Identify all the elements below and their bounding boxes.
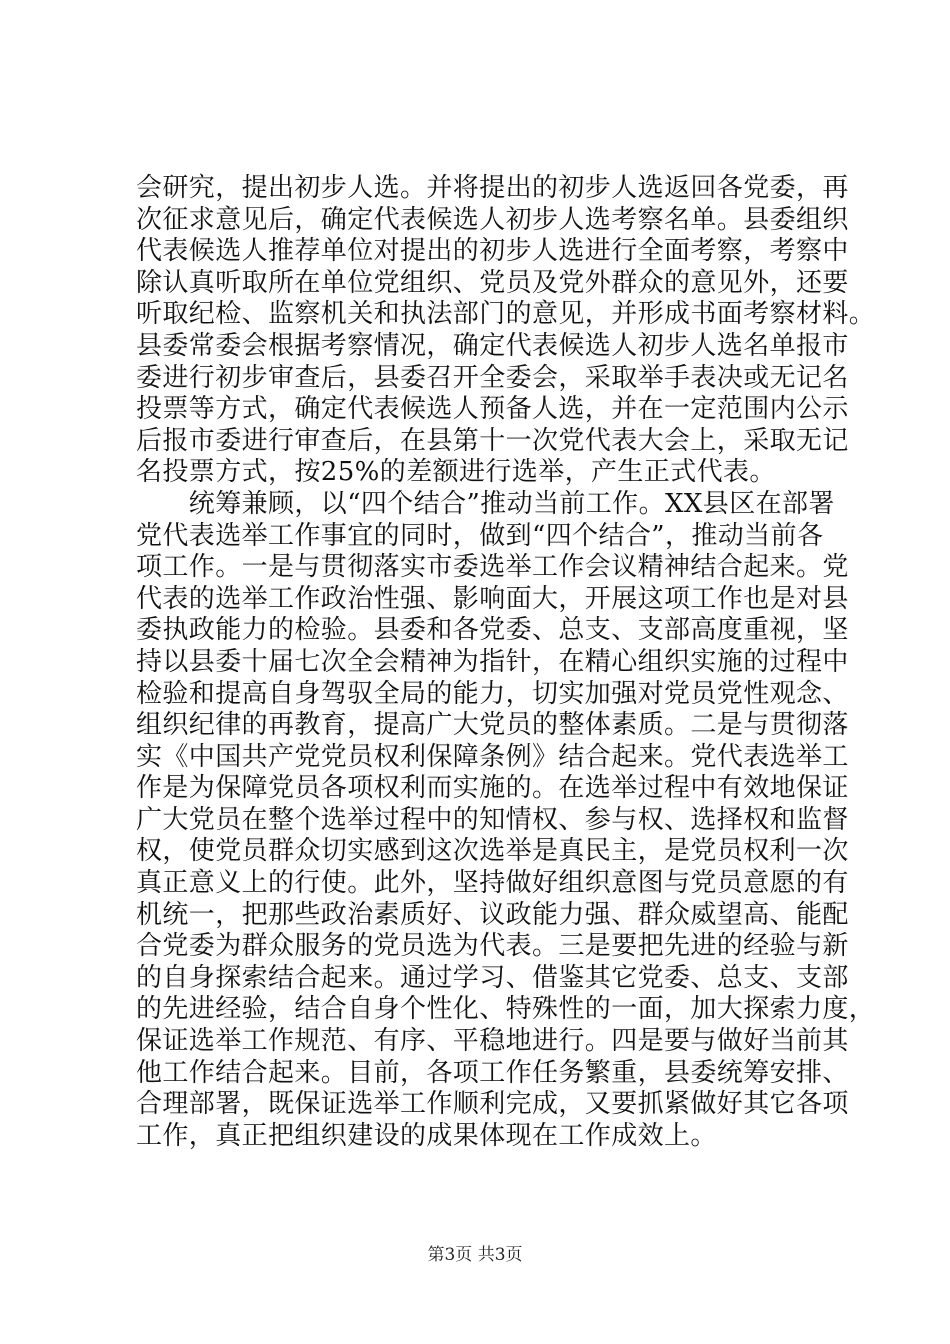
text-line: 统筹兼顾，以“四个结合”推动当前工作。XX县区在部署	[136, 488, 835, 519]
text-line: 组织纪律的再教育，提高广大党员的整体素质。二是与贯彻落	[136, 710, 849, 741]
text-line: 机统一，把那些政治素质好、议政能力强、群众威望高、能配	[136, 899, 849, 930]
text-line: 投票等方式，确定代表候选人预备人选，并在一定范围内公示	[136, 394, 849, 425]
text-line: 实《中国共产党党员权利保障条例》结合起来。党代表选举工	[136, 741, 849, 772]
text-line: 次征求意见后，确定代表候选人初步人选考察名单。县委组织	[136, 204, 849, 235]
text-line: 项工作。一是与贯彻落实市委选举工作会议精神结合起来。党	[136, 552, 849, 583]
text-line: 合理部署，既保证选举工作顺利完成，又要抓紧做好其它各项	[136, 1089, 849, 1120]
text-line: 真正意义上的行使。此外，坚持做好组织意图与党员意愿的有	[136, 868, 849, 899]
text-line: 委执政能力的检验。县委和各党委、总支、支部高度重视，坚	[136, 615, 849, 646]
text-line: 党代表选举工作事宜的同时，做到“四个结合”，推动当前各	[136, 520, 824, 551]
text-line: 委进行初步审查后，县委召开全委会，采取举手表决或无记名	[136, 362, 849, 393]
text-line: 除认真听取所在单位党组织、党员及党外群众的意见外，还要	[136, 267, 849, 298]
text-line: 作是为保障党员各项权利而实施的。在选举过程中有效地保证	[136, 773, 849, 804]
text-line: 检验和提高自身驾驭全局的能力，切实加强对党员党性观念、	[136, 678, 849, 709]
text-line: 代表的选举工作政治性强、影响面大，开展这项工作也是对县	[136, 583, 849, 614]
text-line: 广大党员在整个选举过程中的知情权、参与权、选择权和监督	[136, 804, 849, 835]
text-line: 名投票方式，按25%的差额进行选举，产生正式代表。	[136, 457, 776, 488]
text-line: 工作，真正把组织建设的成果体现在工作成效上。	[136, 1120, 717, 1151]
text-line: 合党委为群众服务的党员选为代表。三是要把先进的经验与新	[136, 931, 849, 962]
text-line: 持以县委十届七次全会精神为指针，在精心组织实施的过程中	[136, 646, 849, 677]
text-line: 他工作结合起来。目前，各项工作任务繁重，县委统筹安排、	[136, 1057, 849, 1088]
text-line: 保证选举工作规范、有序、平稳地进行。四是要与做好当前其	[136, 1026, 849, 1057]
page-footer: 第3页 共3页	[427, 1245, 523, 1265]
text-line: 后报市委进行审查后，在县第十一次党代表大会上，采取无记	[136, 425, 849, 456]
text-line: 的先进经验，结合自身个性化、特殊性的一面，加大探索力度，	[136, 994, 876, 1025]
text-line: 听取纪检、监察机关和执法部门的意见，并形成书面考察材料。	[136, 299, 876, 330]
text-line: 代表候选人推荐单位对提出的初步人选进行全面考察，考察中	[136, 236, 849, 267]
body-text	[136, 173, 876, 1152]
text-line: 会研究，提出初步人选。并将提出的初步人选返回各党委，再	[136, 173, 849, 203]
text-line: 县委常委会根据考察情况，确定代表候选人初步人选名单报市	[136, 330, 849, 361]
text-line: 权，使党员群众切实感到这次选举是真民主，是党员权利一次	[136, 836, 849, 867]
text-line: 的自身探索结合起来。通过学习、借鉴其它党委、总支、支部	[136, 962, 849, 993]
